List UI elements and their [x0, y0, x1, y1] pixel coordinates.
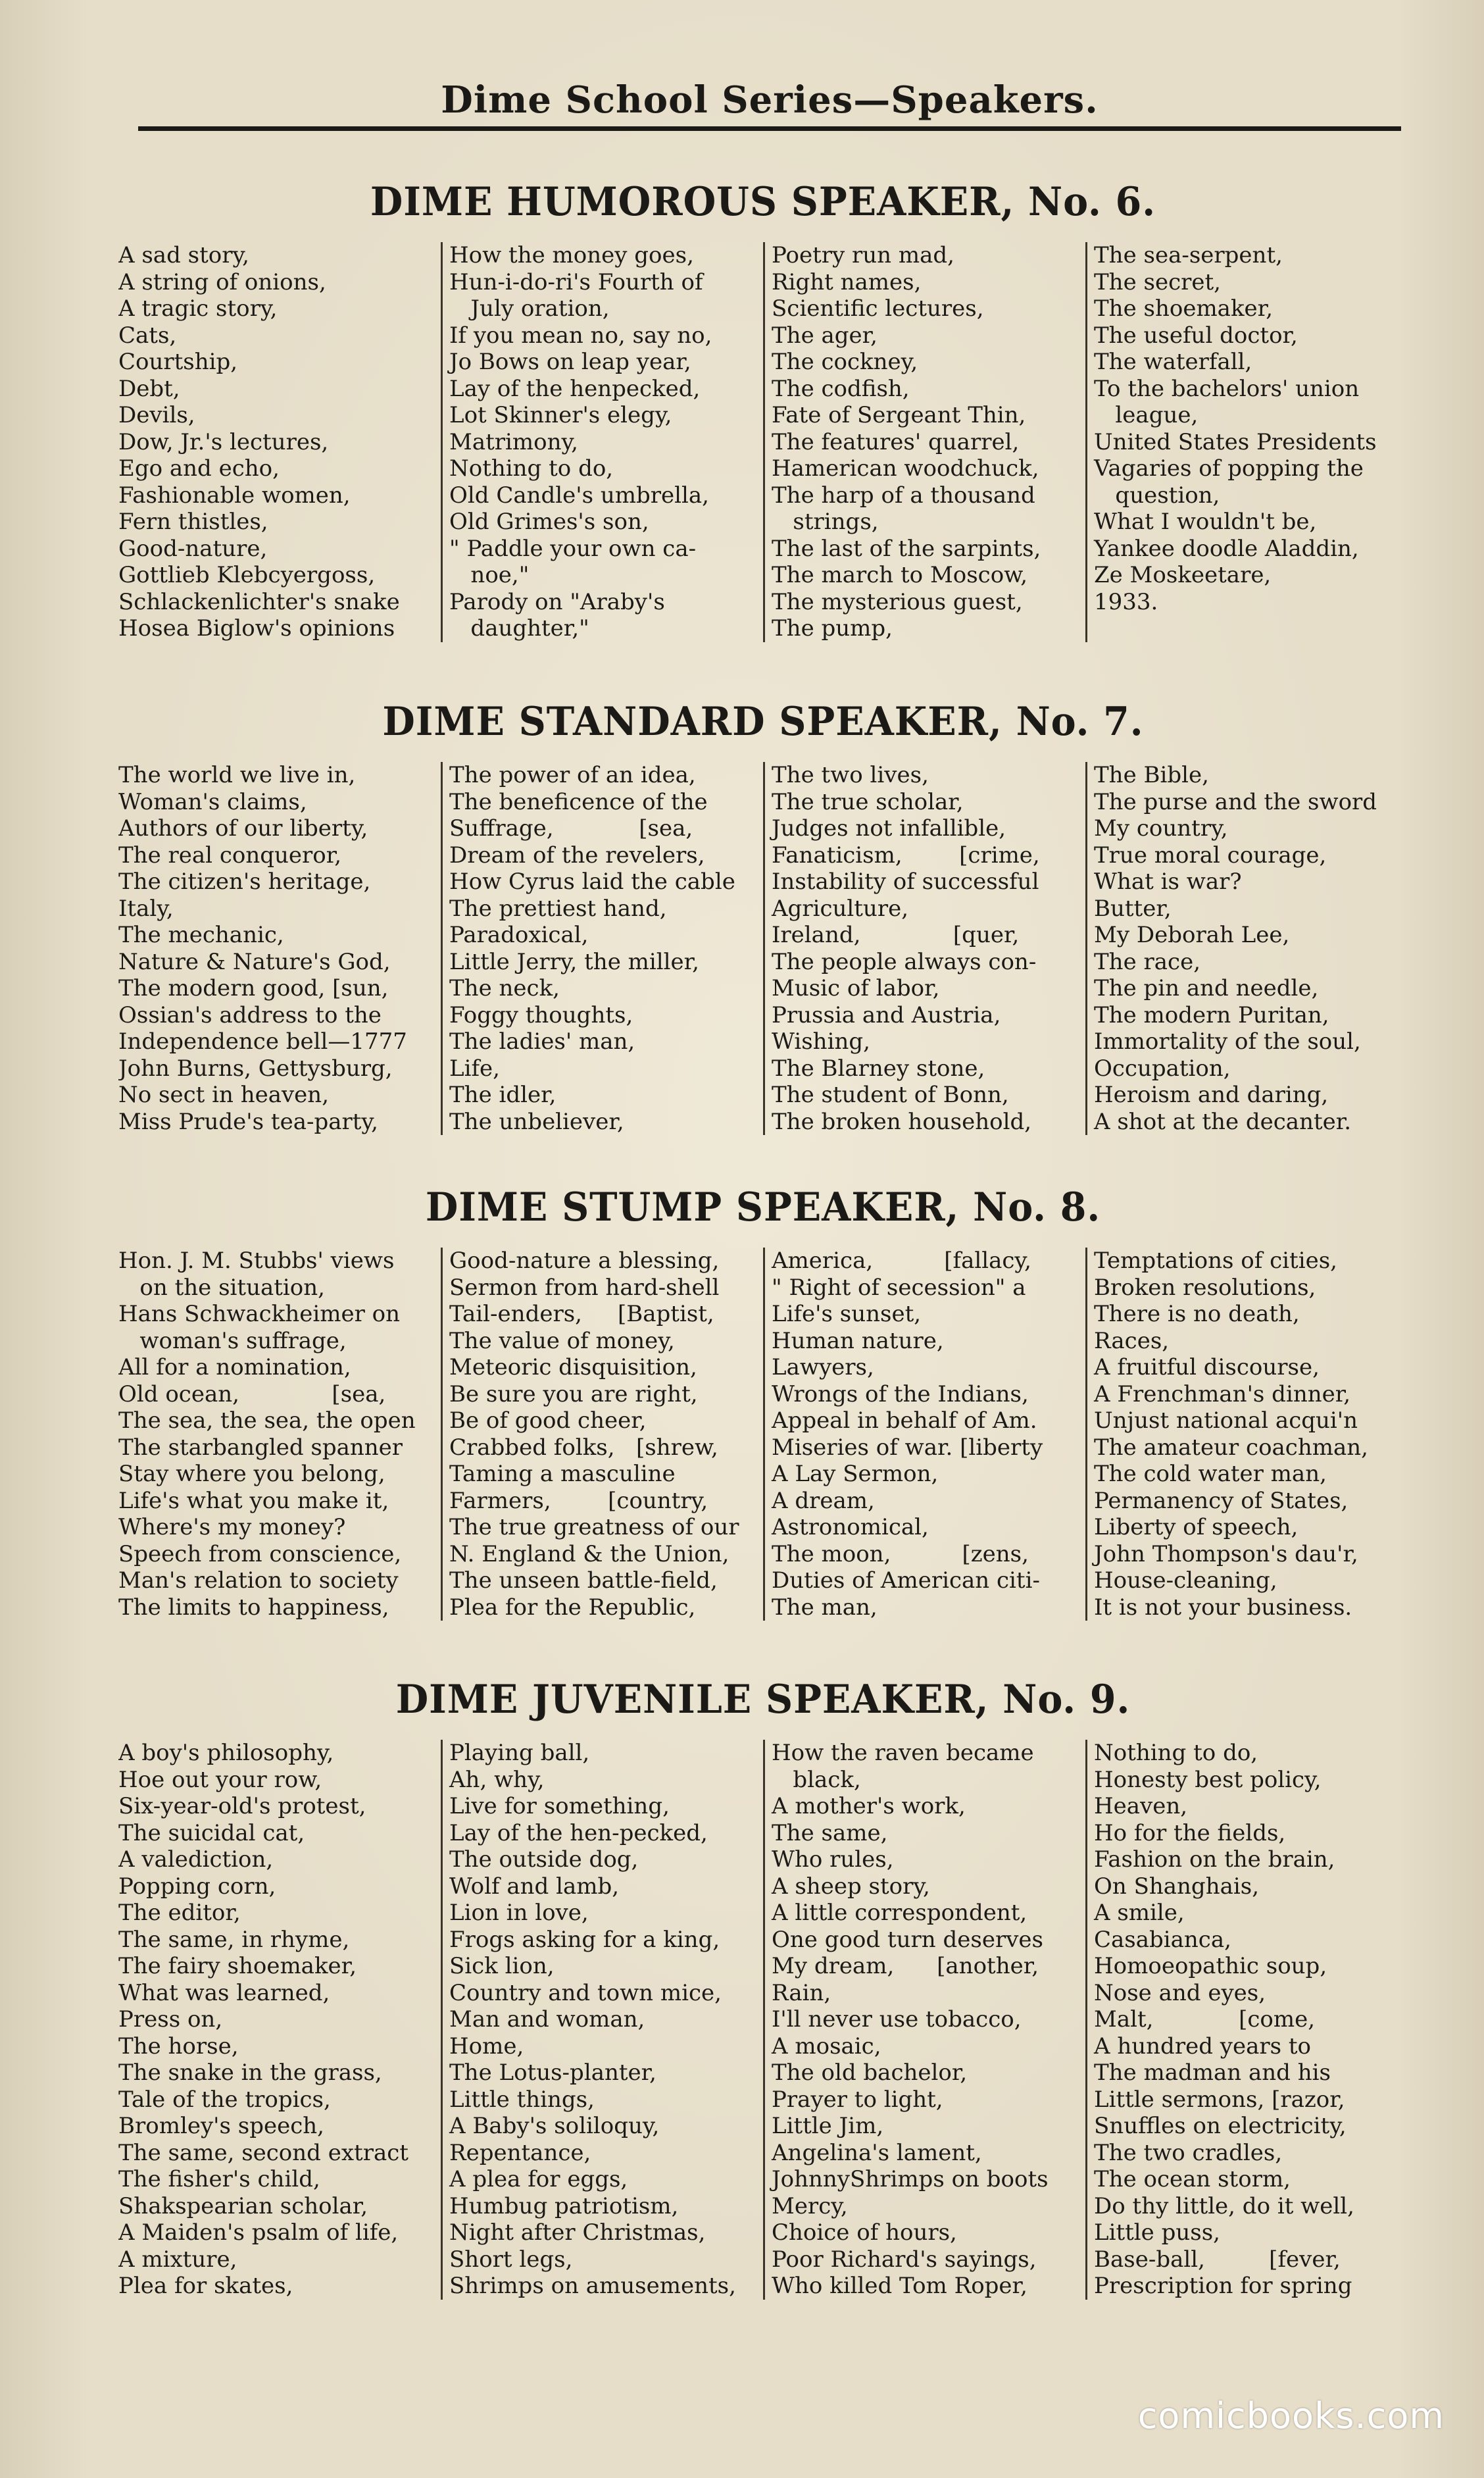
- contents-entry: Poetry run mad,: [772, 242, 954, 268]
- contents-entry: Agriculture,: [772, 895, 909, 922]
- contents-entry: Jo Bows on leap year,: [449, 349, 691, 375]
- contents-entry: Good-nature,: [118, 535, 268, 562]
- contents-entry: The sea, the sea, the open: [118, 1407, 416, 1434]
- contents-entry: Nothing to do,: [449, 455, 614, 482]
- contents-entry: The unseen battle-field,: [449, 1567, 718, 1594]
- contents-entry: Wishing,: [772, 1028, 870, 1055]
- contents-entry: Ego and echo,: [118, 455, 280, 482]
- contents-entry: Heroism and daring,: [1094, 1082, 1329, 1108]
- contents-entry: Stay where you belong,: [118, 1461, 385, 1487]
- contents-entry: Hoe out your row,: [118, 1766, 322, 1793]
- contents-column: [763, 1248, 1085, 1621]
- contents-entry: daughter,": [449, 615, 589, 642]
- contents-entry: A string of onions,: [118, 268, 326, 295]
- contents-entry: Courtship,: [118, 349, 238, 375]
- contents-entry: My dream, [another,: [772, 1953, 1039, 1979]
- contents-entry: The sea-serpent,: [1094, 242, 1283, 268]
- contents-entry: Yankee doodle Aladdin,: [1094, 535, 1359, 562]
- contents-entry: The real conqueror,: [118, 842, 342, 869]
- contents-entry: Country and town mice,: [449, 1979, 722, 2006]
- contents-entry: Woman's claims,: [118, 788, 307, 815]
- contents-entry: Fashionable women,: [118, 482, 351, 509]
- contents-entry: Nose and eyes,: [1094, 1979, 1266, 2006]
- contents-entry: Little Jerry, the miller,: [449, 948, 699, 975]
- contents-entry: Life,: [449, 1055, 500, 1082]
- contents-entry: Mercy,: [772, 2192, 848, 2219]
- section-title: DIME HUMOROUS SPEAKER, No. 6.: [370, 179, 1156, 225]
- contents-entry: black,: [772, 1766, 861, 1793]
- contents-entry: Fanaticism, [crime,: [772, 842, 1040, 869]
- contents-entry: Poor Richard's sayings,: [772, 2246, 1037, 2273]
- contents-entry: Who killed Tom Roper,: [772, 2273, 1027, 2299]
- contents-entry: Rain,: [772, 1979, 831, 2006]
- contents-entry: The horse,: [118, 2033, 239, 2060]
- contents-entry: My Deborah Lee,: [1094, 922, 1290, 948]
- contents-entry: Homoeopathic soup,: [1094, 1953, 1327, 1979]
- contents-entry: Schlackenlichter's snake: [118, 588, 400, 615]
- contents-entry: Dream of the revelers,: [449, 842, 705, 869]
- contents-entry: No sect in heaven,: [118, 1082, 330, 1108]
- contents-entry: Casabianca,: [1094, 1926, 1231, 1953]
- contents-entry: Man and woman,: [449, 2006, 645, 2033]
- contents-column: [1085, 762, 1408, 1135]
- contents-entry: A valediction,: [118, 1846, 274, 1873]
- contents-entry: Miseries of war. [liberty: [772, 1434, 1043, 1461]
- contents-entry: A Baby's soliloquy,: [449, 2113, 660, 2139]
- contents-entry: Hans Schwackheimer on: [118, 1301, 401, 1327]
- section-title: DIME JUVENILE SPEAKER, No. 9.: [395, 1677, 1131, 1723]
- contents-columns: [118, 242, 1408, 642]
- section-standard-speaker: [118, 699, 1408, 1135]
- contents-entry: Malt, [come,: [1094, 2006, 1316, 2033]
- contents-entry: The beneficence of the: [449, 788, 708, 815]
- contents-entry: Judges not infallible,: [772, 815, 1006, 842]
- contents-entry: A fruitful discourse,: [1094, 1354, 1320, 1380]
- contents-entry: There is no death,: [1094, 1301, 1300, 1327]
- contents-entry: Hosea Biglow's opinions: [118, 615, 395, 642]
- contents-entry: The ager,: [772, 322, 878, 349]
- contents-entry: House-cleaning,: [1094, 1567, 1277, 1594]
- contents-entry: Matrimony,: [449, 428, 578, 455]
- contents-entry: Lay of the henpecked,: [449, 375, 701, 402]
- page-header: [138, 74, 1401, 131]
- contents-entry: What I wouldn't be,: [1094, 509, 1317, 535]
- contents-entry: What is war?: [1094, 869, 1242, 895]
- contents-entry: The editor,: [118, 1900, 241, 1926]
- contents-entry: Snuffles on electricity,: [1094, 2113, 1347, 2139]
- contents-entry: Parody on "Araby's: [449, 588, 665, 615]
- contents-entry: The Blarney stone,: [772, 1055, 985, 1082]
- contents-entry: America, [fallacy,: [772, 1248, 1031, 1274]
- contents-entry: Life's sunset,: [772, 1301, 922, 1327]
- contents-entry: The moon, [zens,: [772, 1540, 1029, 1567]
- contents-entry: Little things,: [449, 2086, 595, 2113]
- contents-entry: Paradoxical,: [449, 922, 589, 948]
- contents-entry: Short legs,: [449, 2246, 573, 2273]
- contents-column: [441, 242, 763, 642]
- contents-entry: Ze Moskeetare,: [1094, 562, 1272, 588]
- contents-entry: Who rules,: [772, 1846, 894, 1873]
- contents-entry: How Cyrus laid the cable: [449, 869, 735, 895]
- contents-entry: Angelina's lament,: [772, 2139, 982, 2166]
- contents-entry: The mechanic,: [118, 922, 284, 948]
- contents-entry: A smile,: [1094, 1900, 1185, 1926]
- contents-entry: Prussia and Austria,: [772, 1001, 1001, 1028]
- contents-entry: The true scholar,: [772, 788, 964, 815]
- contents-entry: On Shanghais,: [1094, 1873, 1259, 1900]
- contents-entry: Farmers, [country,: [449, 1487, 708, 1514]
- contents-entry: Meteoric disquisition,: [449, 1354, 697, 1380]
- contents-entry: Appeal in behalf of Am.: [772, 1407, 1037, 1434]
- contents-entry: Frogs asking for a king,: [449, 1926, 720, 1953]
- contents-entry: Hamerican woodchuck,: [772, 455, 1039, 482]
- contents-entry: Sermon from hard-shell: [449, 1274, 720, 1301]
- contents-entry: Devils,: [118, 402, 195, 428]
- contents-entry: Tale of the tropics,: [118, 2086, 331, 2113]
- contents-entry: Fashion on the brain,: [1094, 1846, 1335, 1873]
- contents-entry: Ho for the fields,: [1094, 1819, 1286, 1846]
- contents-entry: The two lives,: [772, 762, 929, 788]
- contents-entry: If you mean no, say no,: [449, 322, 712, 349]
- contents-entry: Authors of our liberty,: [118, 815, 368, 842]
- contents-entry: The Bible,: [1094, 762, 1209, 788]
- contents-entry: The codfish,: [772, 375, 910, 402]
- contents-entry: A tragic story,: [118, 295, 278, 322]
- contents-entry: The unbeliever,: [449, 1108, 624, 1135]
- contents-entry: noe,": [449, 562, 530, 588]
- contents-entry: Occupation,: [1094, 1055, 1231, 1082]
- contents-entry: Gottlieb Klebcyergoss,: [118, 562, 376, 588]
- contents-entry: Hun-i-do-ri's Fourth of: [449, 268, 703, 295]
- contents-entry: N. England & the Union,: [449, 1540, 730, 1567]
- contents-entry: Debt,: [118, 375, 180, 402]
- contents-entry: Humbug patriotism,: [449, 2192, 679, 2219]
- contents-column: [763, 242, 1085, 642]
- contents-entry: Human nature,: [772, 1327, 944, 1354]
- contents-entry: A mixture,: [118, 2246, 237, 2273]
- contents-entry: Ireland, [quer,: [772, 922, 1020, 948]
- contents-entry: Wolf and lamb,: [449, 1873, 620, 1900]
- contents-entry: John Burns, Gettysburg,: [118, 1055, 393, 1082]
- contents-entry: The fairy shoemaker,: [118, 1953, 357, 1979]
- contents-entry: The broken household,: [772, 1108, 1032, 1135]
- contents-entry: The harp of a thousand: [772, 482, 1035, 509]
- contents-entry: The power of an idea,: [449, 762, 696, 788]
- contents-entry: My country,: [1094, 815, 1228, 842]
- contents-column: [118, 1248, 441, 1621]
- contents-entry: Instability of successful: [772, 869, 1039, 895]
- contents-entry: The modern Puritan,: [1094, 1001, 1329, 1028]
- contents-entry: Prayer to light,: [772, 2086, 943, 2113]
- contents-entry: Independence bell—1777: [118, 1028, 407, 1055]
- contents-entry: strings,: [772, 509, 879, 535]
- contents-entry: The cockney,: [772, 349, 918, 375]
- contents-entry: Live for something,: [449, 1793, 670, 1819]
- contents-entry: The pump,: [772, 615, 893, 642]
- contents-entry: The madman and his: [1094, 2060, 1331, 2086]
- section-title: DIME STUMP SPEAKER, No. 8.: [425, 1184, 1101, 1230]
- contents-entry: Playing ball,: [449, 1740, 590, 1766]
- contents-entry: Old ocean, [sea,: [118, 1380, 386, 1407]
- contents-entry: It is not your business.: [1094, 1594, 1352, 1621]
- contents-entry: Be sure you are right,: [449, 1380, 698, 1407]
- contents-column: [441, 1248, 763, 1621]
- contents-entry: Dow, Jr.'s lectures,: [118, 428, 329, 455]
- contents-entry: on the situation,: [118, 1274, 325, 1301]
- contents-column: [763, 1740, 1085, 2300]
- contents-column: [441, 1740, 763, 2300]
- contents-entry: A Maiden's psalm of life,: [118, 2219, 399, 2246]
- contents-entry: A dream,: [772, 1487, 875, 1514]
- contents-entry: Astronomical,: [772, 1514, 929, 1540]
- contents-entry: Man's relation to society: [118, 1567, 399, 1594]
- contents-entry: The march to Moscow,: [772, 562, 1028, 588]
- contents-entry: The amateur coachman,: [1094, 1434, 1368, 1461]
- contents-column: [763, 762, 1085, 1135]
- contents-entry: Press on,: [118, 2006, 223, 2033]
- contents-entry: Lot Skinner's elegy,: [449, 402, 672, 428]
- contents-entry: Wrongs of the Indians,: [772, 1380, 1029, 1407]
- contents-entry: A plea for eggs,: [449, 2166, 628, 2192]
- contents-entry: Lawyers,: [772, 1354, 874, 1380]
- contents-entry: Italy,: [118, 895, 174, 922]
- contents-entry: Little Jim,: [772, 2113, 884, 2139]
- contents-entry: The same, in rhyme,: [118, 1926, 350, 1953]
- contents-entry: The snake in the grass,: [118, 2060, 382, 2086]
- contents-column: [118, 762, 441, 1135]
- contents-entry: woman's suffrage,: [118, 1327, 347, 1354]
- contents-entry: All for a nomination,: [118, 1354, 351, 1380]
- contents-column: [118, 1740, 441, 2300]
- contents-entry: One good turn deserves: [772, 1926, 1043, 1953]
- contents-entry: Tail-enders, [Baptist,: [449, 1301, 714, 1327]
- contents-entry: United States Presidents: [1094, 428, 1377, 455]
- contents-entry: The ladies' man,: [449, 1028, 635, 1055]
- contents-entry: The features' quarrel,: [772, 428, 1020, 455]
- contents-entry: Shrimps on amusements,: [449, 2273, 736, 2299]
- contents-entry: The secret,: [1094, 268, 1221, 295]
- contents-entry: Duties of American citi-: [772, 1567, 1040, 1594]
- contents-entry: The outside dog,: [449, 1846, 639, 1873]
- contents-entry: Old Candle's umbrella,: [449, 482, 709, 509]
- contents-entry: Ossian's address to the: [118, 1001, 382, 1028]
- contents-entry: A shot at the decanter.: [1094, 1108, 1352, 1135]
- contents-entry: The purse and the sword: [1094, 788, 1377, 815]
- contents-columns: [118, 1740, 1408, 2300]
- section-stump-speaker: [118, 1184, 1408, 1621]
- contents-entry: To the bachelors' union: [1094, 375, 1360, 402]
- contents-entry: A mother's work,: [772, 1793, 966, 1819]
- contents-entry: Heaven,: [1094, 1793, 1188, 1819]
- contents-entry: Choice of hours,: [772, 2219, 957, 2246]
- contents-entry: Fern thistles,: [118, 509, 268, 535]
- contents-entry: Ah, why,: [449, 1766, 545, 1793]
- contents-entry: The ocean storm,: [1094, 2166, 1291, 2192]
- contents-entry: Scientific lectures,: [772, 295, 984, 322]
- contents-entry: Good-nature a blessing,: [449, 1248, 720, 1274]
- contents-entry: Repentance,: [449, 2139, 591, 2166]
- contents-entry: The Lotus-planter,: [449, 2060, 656, 2086]
- contents-entry: The value of money,: [449, 1327, 675, 1354]
- contents-entry: The waterfall,: [1094, 349, 1252, 375]
- contents-entry: The same,: [772, 1819, 888, 1846]
- contents-column: [118, 242, 441, 642]
- contents-entry: The suicidal cat,: [118, 1819, 305, 1846]
- contents-entry: Nature & Nature's God,: [118, 948, 391, 975]
- contents-entry: Base-ball, [fever,: [1094, 2246, 1341, 2273]
- contents-entry: Night after Christmas,: [449, 2219, 706, 2246]
- contents-entry: The man,: [772, 1594, 878, 1621]
- contents-entry: The two cradles,: [1094, 2139, 1283, 2166]
- series-title: Dime School Series—Speakers.: [441, 78, 1099, 122]
- contents-entry: The neck,: [449, 975, 560, 1001]
- contents-entry: The student of Bonn,: [772, 1082, 1009, 1108]
- contents-entry: " Right of secession" a: [772, 1274, 1026, 1301]
- contents-entry: Speech from conscience,: [118, 1540, 402, 1567]
- contents-entry: " Paddle your own ca-: [449, 535, 697, 562]
- contents-entry: The old bachelor,: [772, 2060, 968, 2086]
- section-humorous-speaker: [118, 179, 1408, 642]
- contents-entry: The cold water man,: [1094, 1461, 1327, 1487]
- contents-entry: Unjust national acqui'n: [1094, 1407, 1358, 1434]
- contents-entry: A Frenchman's dinner,: [1094, 1380, 1351, 1407]
- contents-entry: Do thy little, do it well,: [1094, 2192, 1354, 2219]
- section-juvenile-speaker: [118, 1677, 1408, 2300]
- contents-entry: The useful doctor,: [1094, 322, 1298, 349]
- contents-entry: The race,: [1094, 948, 1200, 975]
- contents-entry: What was learned,: [118, 1979, 330, 2006]
- contents-entry: Miss Prude's tea-party,: [118, 1108, 378, 1135]
- contents-entry: I'll never use tobacco,: [772, 2006, 1022, 2033]
- contents-entry: Lay of the hen-pecked,: [449, 1819, 708, 1846]
- contents-entry: Nothing to do,: [1094, 1740, 1258, 1766]
- contents-entry: The limits to happiness,: [118, 1594, 389, 1621]
- contents-entry: Bromley's speech,: [118, 2113, 324, 2139]
- contents-entry: Shakspearian scholar,: [118, 2192, 368, 2219]
- contents-entry: Lion in love,: [449, 1900, 589, 1926]
- contents-entry: The prettiest hand,: [449, 895, 667, 922]
- site-watermark: comicbooks.com: [1137, 2395, 1445, 2437]
- contents-entry: Sick lion,: [449, 1953, 555, 1979]
- contents-entry: The last of the sarpints,: [772, 535, 1041, 562]
- contents-entry: Butter,: [1094, 895, 1172, 922]
- contents-entry: The same, second extract: [118, 2139, 408, 2166]
- contents-entry: question,: [1094, 482, 1220, 509]
- contents-entry: The true greatness of our: [449, 1514, 739, 1540]
- contents-entry: How the raven became: [772, 1740, 1034, 1766]
- contents-entry: A Lay Sermon,: [772, 1461, 939, 1487]
- contents-entry: The fisher's child,: [118, 2166, 320, 2192]
- contents-entry: The modern good, [sun,: [118, 975, 389, 1001]
- contents-entry: Temptations of cities,: [1094, 1248, 1337, 1274]
- contents-entry: Vagaries of popping the: [1094, 455, 1364, 482]
- contents-entry: Fate of Sergeant Thin,: [772, 402, 1026, 428]
- contents-entry: Be of good cheer,: [449, 1407, 647, 1434]
- contents-entry: Honesty best policy,: [1094, 1766, 1322, 1793]
- contents-entry: The shoemaker,: [1094, 295, 1273, 322]
- contents-entry: Foggy thoughts,: [449, 1001, 633, 1028]
- contents-entry: Permanency of States,: [1094, 1487, 1348, 1514]
- contents-entry: A sad story,: [118, 242, 249, 268]
- contents-entry: JohnnyShrimps on boots: [772, 2166, 1049, 2192]
- contents-entry: The world we live in,: [118, 762, 356, 788]
- contents-entry: Old Grimes's son,: [449, 509, 649, 535]
- contents-columns: [118, 762, 1408, 1135]
- contents-entry: Music of labor,: [772, 975, 940, 1001]
- contents-entry: How the money goes,: [449, 242, 694, 268]
- contents-entry: The citizen's heritage,: [118, 869, 371, 895]
- contents-entry: Life's what you make it,: [118, 1487, 389, 1514]
- contents-entry: league,: [1094, 402, 1199, 428]
- contents-column: [1085, 1248, 1408, 1621]
- contents-entry: Liberty of speech,: [1094, 1514, 1298, 1540]
- contents-entry: A sheep story,: [772, 1873, 930, 1900]
- contents-entry: True moral courage,: [1094, 842, 1327, 869]
- contents-entry: Right names,: [772, 268, 922, 295]
- contents-entry: Little sermons, [razor,: [1094, 2086, 1345, 2113]
- contents-entry: Broken resolutions,: [1094, 1274, 1316, 1301]
- contents-entry: Crabbed folks, [shrew,: [449, 1434, 718, 1461]
- contents-entry: A little correspondent,: [772, 1900, 1027, 1926]
- contents-entry: John Thompson's dau'r,: [1094, 1540, 1358, 1567]
- contents-column: [1085, 1740, 1408, 2300]
- contents-entry: The starbangled spanner: [118, 1434, 403, 1461]
- contents-columns: [118, 1248, 1408, 1621]
- contents-entry: Immortality of the soul,: [1094, 1028, 1361, 1055]
- contents-entry: Popping corn,: [118, 1873, 276, 1900]
- contents-entry: Little puss,: [1094, 2219, 1220, 2246]
- contents-entry: July oration,: [449, 295, 610, 322]
- contents-entry: Home,: [449, 2033, 524, 2060]
- contents-entry: Suffrage, [sea,: [449, 815, 693, 842]
- contents-entry: 1933.: [1094, 588, 1158, 615]
- contents-entry: The idler,: [449, 1082, 556, 1108]
- contents-entry: A mosaic,: [772, 2033, 881, 2060]
- contents-entry: Prescription for spring: [1094, 2273, 1352, 2299]
- contents-entry: Taming a masculine: [449, 1461, 676, 1487]
- contents-entry: Plea for skates,: [118, 2273, 293, 2299]
- contents-entry: Where's my money?: [118, 1514, 346, 1540]
- contents-entry: Cats,: [118, 322, 177, 349]
- section-title: DIME STANDARD SPEAKER, No. 7.: [382, 699, 1144, 745]
- contents-entry: Hon. J. M. Stubbs' views: [118, 1248, 395, 1274]
- contents-entry: The pin and needle,: [1094, 975, 1319, 1001]
- contents-entry: Plea for the Republic,: [449, 1594, 696, 1621]
- contents-entry: Races,: [1094, 1327, 1170, 1354]
- contents-column: [441, 762, 763, 1135]
- contents-entry: The mysterious guest,: [772, 588, 1023, 615]
- contents-entry: A hundred years to: [1094, 2033, 1312, 2060]
- contents-column: [1085, 242, 1408, 642]
- contents-entry: The people always con-: [772, 948, 1037, 975]
- contents-entry: A boy's philosophy,: [118, 1740, 334, 1766]
- contents-entry: Six-year-old's protest,: [118, 1793, 366, 1819]
